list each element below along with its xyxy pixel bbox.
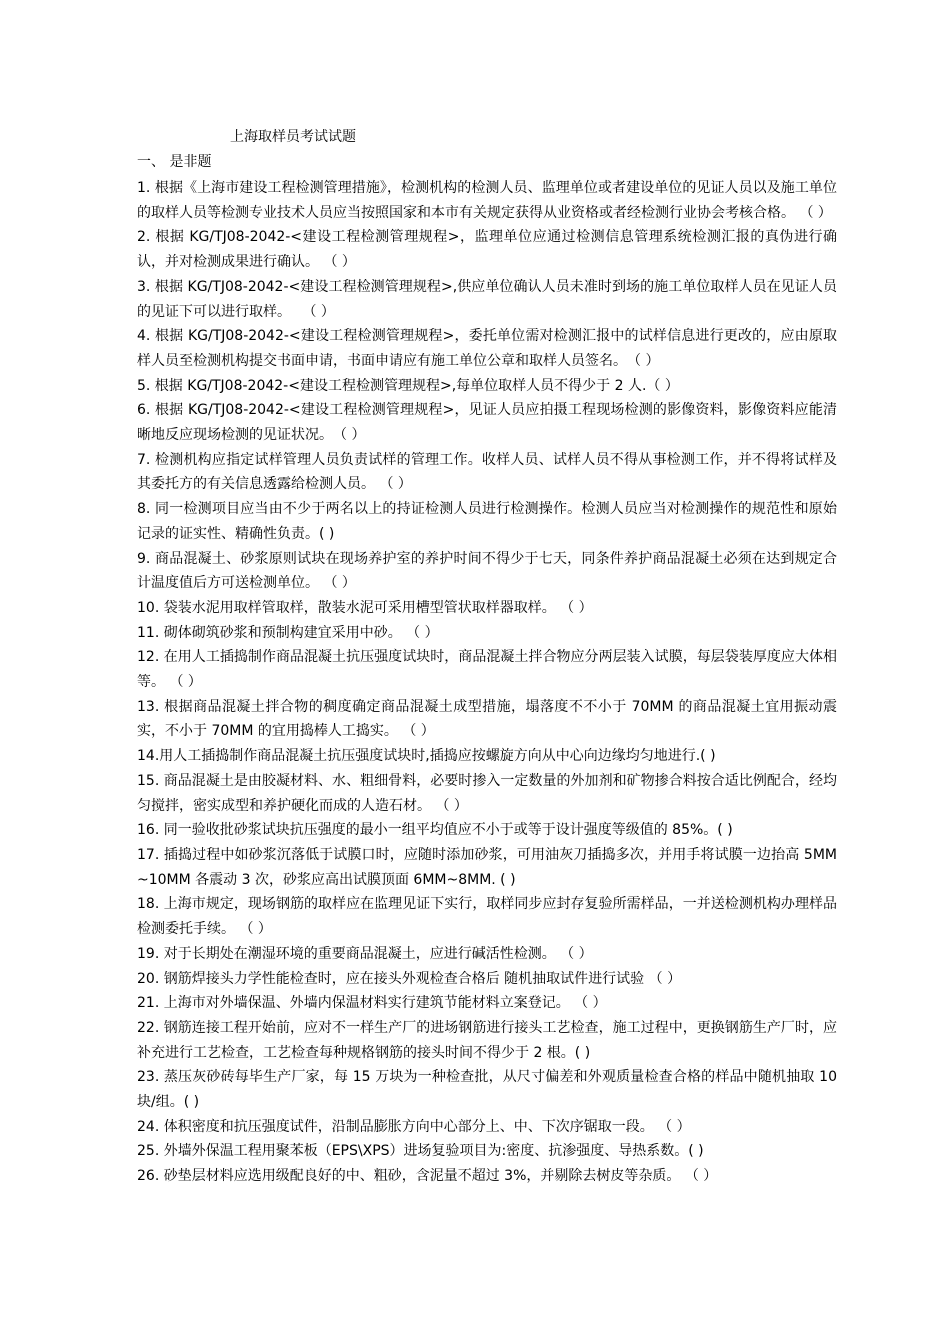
question-item: 10. 袋装水泥用取样管取样，散装水泥可采用槽型管状取样器取样。 （ ） [137,599,593,616]
question-item: 24. 体积密度和抗压强度试件，沿制品膨胀方向中心部分上、中、下次序锯取一段。 （ ） [137,1118,691,1135]
document-title: 上海取样员考试试题 [230,129,356,145]
question-item: 17. 插捣过程中如砂浆沉落低于试膜口时，应随时添加砂浆，可用油灰刀插捣多次，并用手将试膜一边抬高 5MM~10MM 各震动 3 次，砂浆应高出试膜顶面 6MM~8MM. ( ) [137,846,837,888]
question-item: 12. 在用人工插捣制作商品混凝土抗压强度试块时，商品混凝土拌合物应分两层装入试膜，每层袋装厚度应大体相等。 （ ） [137,649,837,691]
question-item: 19. 对于长期处在潮湿环境的重要商品混凝土，应进行碱活性检测。 （ ） [137,945,593,962]
question-item: 13. 根据商品混凝土拌合物的稠度确定商品混凝土成型措施，塌落度不不小于 70MM 的商品混凝土宜用振动震实，不小于 70MM 的宜用捣棒人工捣实。 （ ） [137,698,837,740]
question-item: 14.用人工插捣制作商品混凝土抗压强度试块时,插捣应按螺旋方向从中心向边缘均匀地进行.( ) [137,748,716,765]
question-list [137,176,837,1189]
question-item: 16. 同一验收批砂浆试块抗压强度的最小一组平均值应不小于或等于设计强度等级值的 85%。( ) [137,822,733,839]
question-item: 8. 同一检测项目应当由不少于两名以上的持证检测人员进行检测操作。检测人员应当对检测操作的规范性和原始记录的证实性、精确性负责。( ) [137,501,837,542]
question-item: 22. 钢筋连接工程开始前，应对不一样生产厂的进场钢筋进行接头工艺检查，施工过程中，更换钢筋生产厂时，应补充进行工艺检查，工艺检查每种规格钢筋的接头时间不得少于 2 根。( ) [137,1019,837,1061]
section-heading: 一、 是非题 [137,154,212,170]
question-item: 1. 根据《上海市建设工程检测管理措施》，检测机构的检测人员、监理单位或者建设单位的见证人员以及施工单位的取样人员等检测专业技术人员应当按照国家和本市有关规定获得从业资格或者经检测行业协会考核合格。 （ ） [137,180,837,221]
question-item: 2. 根据 KG/TJ08-2042-<建设工程检测管理规程>，监理单位应通过检测信息管理系统检测汇报的真伪进行确认，并对检测成果进行确认。 （ ） [137,229,837,271]
question-item: 21. 上海市对外墙保温、外墙内保温材料实行建筑节能材料立案登记。 （ ） [137,995,607,1012]
question-item: 26. 砂垫层材料应选用级配良好的中、粗砂，含泥量不超过 3%，并剔除去树皮等杂质。 （ ） [137,1168,718,1185]
question-item: 9. 商品混凝土、砂浆原则试块在现场养护室的养护时间不得少于七天，同条件养护商品混凝土必须在达到规定合计温度值后方可送检测单位。 （ ） [137,550,837,592]
question-item: 6. 根据 KG/TJ08-2042-<建设工程检测管理规程>，见证人员应拍摄工程现场检测的影像资料，影像资料应能清晰地反应现场检测的见证状况。 （ ） [137,402,837,444]
question-item: 5. 根据 KG/TJ08-2042-<建设工程检测管理规程>,每单位取样人员不得少于 2 人.（ ） [137,377,679,394]
question-item: 15. 商品混凝土是由胶凝材料、水、粗细骨料，必要时掺入一定数量的外加剂和矿物掺合料按合适比例配合，经均匀搅拌，密实成型和养护硬化而成的人造石材。 （ ） [137,772,837,814]
question-item: 20. 钢筋焊接头力学性能检查时，应在接头外观检查合格后 随机抽取试件进行试验 （ ） [137,970,682,987]
question-item: 3. 根据 KG/TJ08-2042-<建设工程检测管理规程>,供应单位确认人员未准时到场的施工单位取样人员在见证人员的见证下可以进行取样。 （ ） [137,278,837,320]
question-item: 4. 根据 KG/TJ08-2042-<建设工程检测管理规程>，委托单位需对检测汇报中的试样信息进行更改的，应由原取样人员至检测机构提交书面申请，书面申请应有施工单位公章和取样人员签名。 （ ） [137,328,837,369]
question-item: 11. 砌体砌筑砂浆和预制构建宜采用中砂。 （ ） [137,624,439,641]
question-item: 23. 蒸压灰砂砖每毕生产厂家，每 15 万块为一种检查批，从尺寸偏差和外观质量检查合格的样品中随机抽取 10 块/组。( ) [137,1069,837,1111]
question-item: 25. 外墙外保温工程用聚苯板（EPS\XPS）进场复验项目为:密度、抗渗强度、导热系数。( ) [137,1143,704,1160]
question-item: 7. 检测机构应指定试样管理人员负责试样的管理工作。收样人员、试样人员不得从事检测工作，并不得将试样及其委托方的有关信息透露给检测人员。 （ ） [137,451,837,493]
question-item: 18. 上海市规定，现场钢筋的取样应在监理见证下实行，取样同步应封存复验所需样品，一并送检测机构办理样品检测委托手续。 （ ） [137,896,837,938]
